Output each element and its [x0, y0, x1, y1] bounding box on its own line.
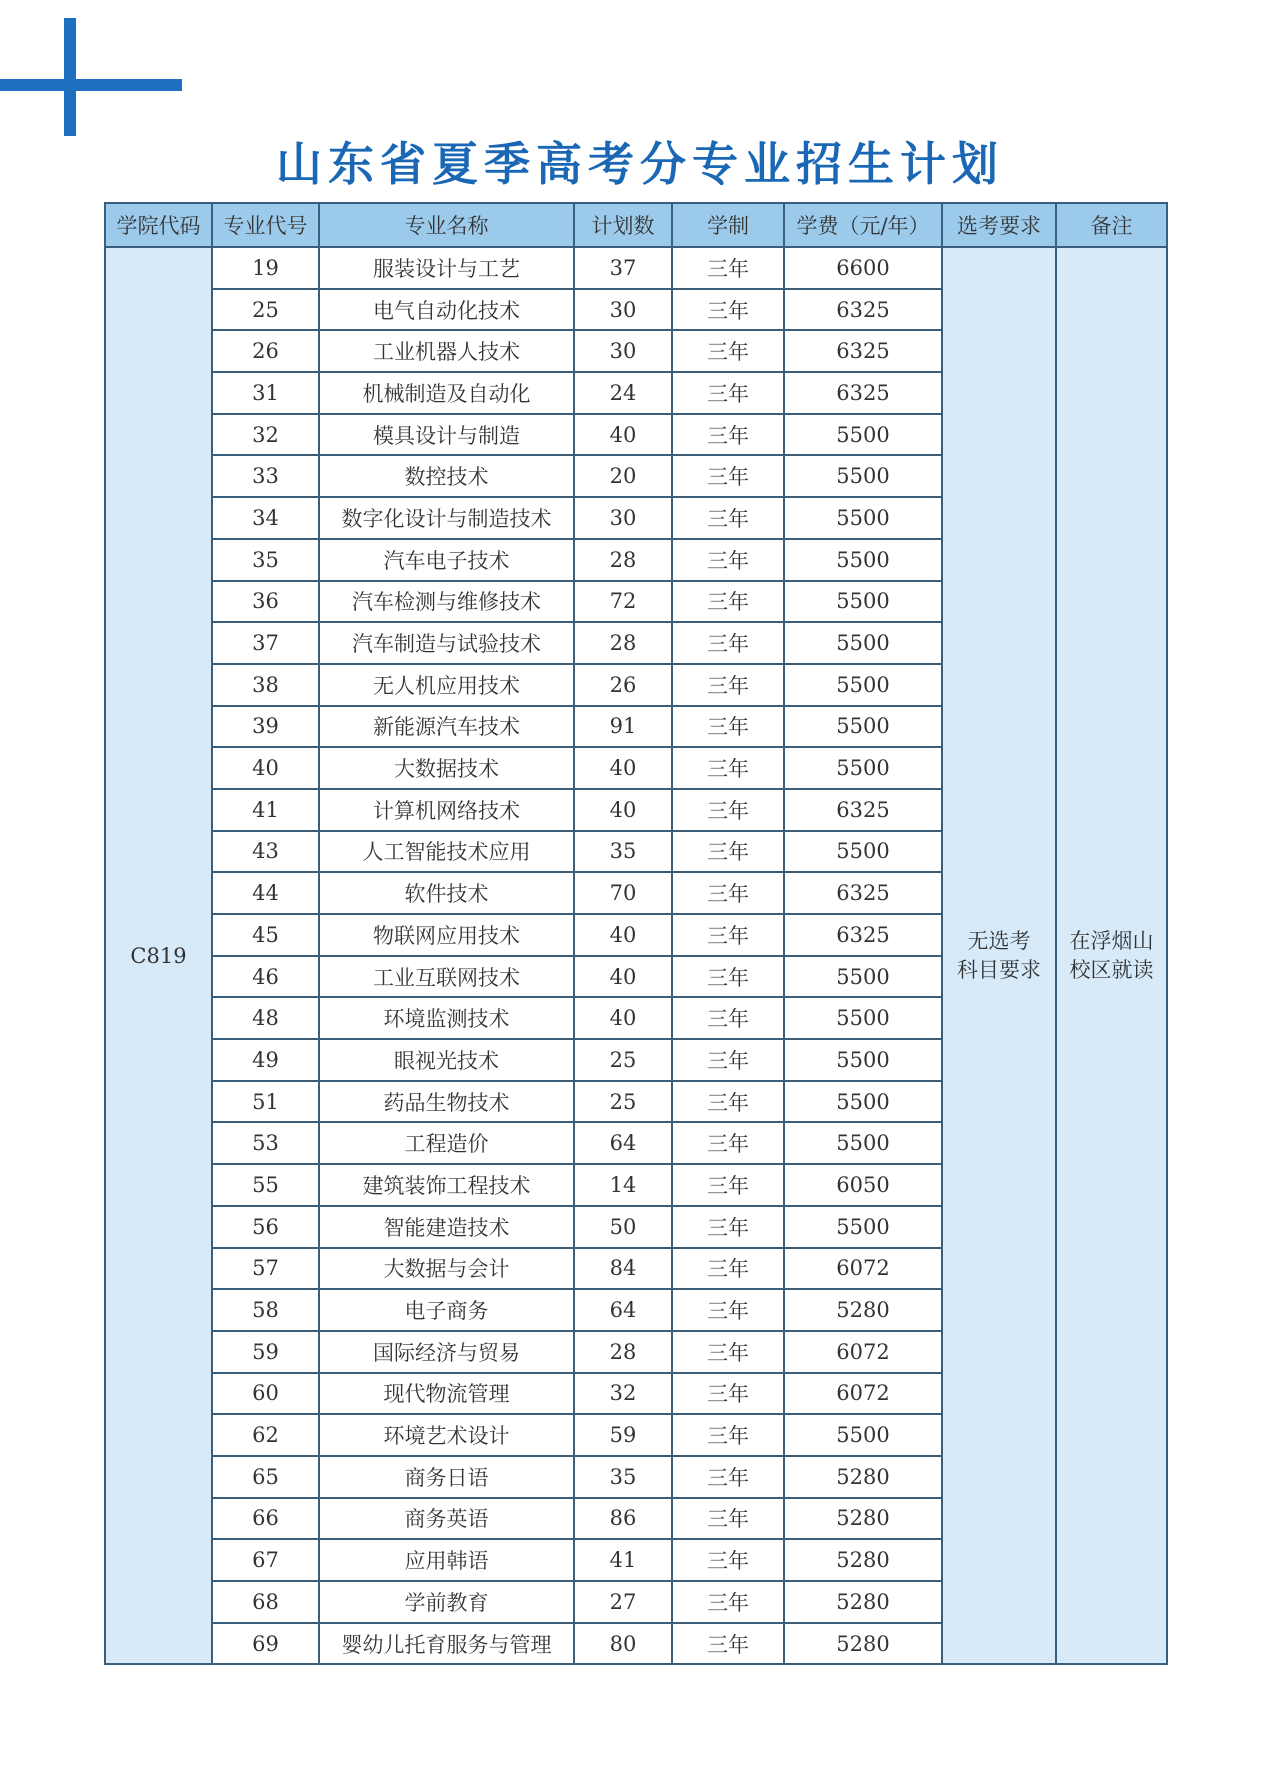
tuition-cell: 5280	[784, 1581, 942, 1623]
tuition-cell: 5500	[784, 956, 942, 998]
plan-count-cell: 30	[574, 289, 672, 331]
duration-cell: 三年	[672, 1373, 784, 1415]
tuition-cell: 5500	[784, 497, 942, 539]
plan-count-cell: 30	[574, 330, 672, 372]
header-plan-count: 计划数	[574, 203, 672, 247]
major-code-cell: 53	[212, 1122, 319, 1164]
major-name-cell: 现代物流管理	[319, 1373, 574, 1415]
tuition-cell: 5500	[784, 1081, 942, 1123]
tuition-cell: 6600	[784, 247, 942, 289]
major-code-cell: 36	[212, 581, 319, 623]
tuition-cell: 6325	[784, 372, 942, 414]
plan-count-cell: 64	[574, 1122, 672, 1164]
tuition-cell: 6072	[784, 1373, 942, 1415]
plan-count-cell: 41	[574, 1539, 672, 1581]
plan-count-cell: 28	[574, 622, 672, 664]
duration-cell: 三年	[672, 747, 784, 789]
major-name-cell: 药品生物技术	[319, 1081, 574, 1123]
duration-cell: 三年	[672, 539, 784, 581]
major-name-cell: 汽车电子技术	[319, 539, 574, 581]
tuition-cell: 6325	[784, 789, 942, 831]
major-name-cell: 大数据技术	[319, 747, 574, 789]
plan-count-cell: 28	[574, 1331, 672, 1373]
major-name-cell: 大数据与会计	[319, 1248, 574, 1290]
major-code-cell: 43	[212, 831, 319, 873]
major-code-cell: 26	[212, 330, 319, 372]
tuition-cell: 5500	[784, 455, 942, 497]
major-code-cell: 69	[212, 1623, 319, 1665]
major-name-cell: 商务日语	[319, 1456, 574, 1498]
major-name-cell: 人工智能技术应用	[319, 831, 574, 873]
tuition-cell: 5500	[784, 622, 942, 664]
plan-count-cell: 35	[574, 1456, 672, 1498]
major-name-cell: 软件技术	[319, 872, 574, 914]
major-name-cell: 数字化设计与制造技术	[319, 497, 574, 539]
plan-count-cell: 64	[574, 1289, 672, 1331]
plan-count-cell: 40	[574, 997, 672, 1039]
major-name-cell: 眼视光技术	[319, 1039, 574, 1081]
major-code-cell: 25	[212, 289, 319, 331]
tuition-cell: 6050	[784, 1164, 942, 1206]
major-code-cell: 41	[212, 789, 319, 831]
duration-cell: 三年	[672, 997, 784, 1039]
major-code-cell: 68	[212, 1581, 319, 1623]
major-code-cell: 33	[212, 455, 319, 497]
major-code-cell: 65	[212, 1456, 319, 1498]
major-name-cell: 数控技术	[319, 455, 574, 497]
header-tuition: 学费（元/年）	[784, 203, 942, 247]
tuition-cell: 6325	[784, 330, 942, 372]
tuition-cell: 6325	[784, 914, 942, 956]
major-code-cell: 62	[212, 1414, 319, 1456]
duration-cell: 三年	[672, 497, 784, 539]
duration-cell: 三年	[672, 706, 784, 748]
tuition-cell: 5500	[784, 1414, 942, 1456]
major-code-cell: 38	[212, 664, 319, 706]
major-name-cell: 机械制造及自动化	[319, 372, 574, 414]
plan-count-cell: 91	[574, 706, 672, 748]
major-code-cell: 40	[212, 747, 319, 789]
major-code-cell: 48	[212, 997, 319, 1039]
plan-count-cell: 37	[574, 247, 672, 289]
major-name-cell: 新能源汽车技术	[319, 706, 574, 748]
header-requirement: 选考要求	[942, 203, 1056, 247]
major-name-cell: 无人机应用技术	[319, 664, 574, 706]
duration-cell: 三年	[672, 1623, 784, 1665]
duration-cell: 三年	[672, 956, 784, 998]
decoration-vertical-bar	[64, 18, 76, 136]
header-major-name: 专业名称	[319, 203, 574, 247]
header-duration: 学制	[672, 203, 784, 247]
major-name-cell: 电气自动化技术	[319, 289, 574, 331]
duration-cell: 三年	[672, 1414, 784, 1456]
tuition-cell: 6072	[784, 1331, 942, 1373]
duration-cell: 三年	[672, 330, 784, 372]
major-code-cell: 58	[212, 1289, 319, 1331]
tuition-cell: 5500	[784, 1206, 942, 1248]
major-name-cell: 建筑装饰工程技术	[319, 1164, 574, 1206]
major-code-cell: 44	[212, 872, 319, 914]
tuition-cell: 5500	[784, 664, 942, 706]
major-name-cell: 学前教育	[319, 1581, 574, 1623]
plan-count-cell: 27	[574, 1581, 672, 1623]
tuition-cell: 5500	[784, 747, 942, 789]
major-code-cell: 57	[212, 1248, 319, 1290]
plan-count-cell: 25	[574, 1039, 672, 1081]
tuition-cell: 5500	[784, 414, 942, 456]
duration-cell: 三年	[672, 1498, 784, 1540]
tuition-cell: 5280	[784, 1539, 942, 1581]
duration-cell: 三年	[672, 1081, 784, 1123]
plan-count-cell: 26	[574, 664, 672, 706]
plan-count-cell: 35	[574, 831, 672, 873]
tuition-cell: 5500	[784, 539, 942, 581]
tuition-cell: 6072	[784, 1248, 942, 1290]
duration-cell: 三年	[672, 1164, 784, 1206]
plan-count-cell: 50	[574, 1206, 672, 1248]
major-code-cell: 55	[212, 1164, 319, 1206]
duration-cell: 三年	[672, 372, 784, 414]
major-code-cell: 37	[212, 622, 319, 664]
duration-cell: 三年	[672, 1289, 784, 1331]
plan-count-cell: 40	[574, 956, 672, 998]
duration-cell: 三年	[672, 414, 784, 456]
major-name-cell: 商务英语	[319, 1498, 574, 1540]
tuition-cell: 5500	[784, 1122, 942, 1164]
major-name-cell: 工程造价	[319, 1122, 574, 1164]
major-code-cell: 31	[212, 372, 319, 414]
duration-cell: 三年	[672, 872, 784, 914]
plan-count-cell: 86	[574, 1498, 672, 1540]
plan-count-cell: 25	[574, 1081, 672, 1123]
duration-cell: 三年	[672, 1122, 784, 1164]
duration-cell: 三年	[672, 914, 784, 956]
tuition-cell: 5280	[784, 1623, 942, 1665]
duration-cell: 三年	[672, 1206, 784, 1248]
major-name-cell: 应用韩语	[319, 1539, 574, 1581]
enrollment-plan-table	[104, 202, 1168, 1665]
duration-cell: 三年	[672, 831, 784, 873]
major-code-cell: 19	[212, 247, 319, 289]
major-code-cell: 35	[212, 539, 319, 581]
major-code-cell: 39	[212, 706, 319, 748]
major-code-cell: 49	[212, 1039, 319, 1081]
tuition-cell: 5280	[784, 1456, 942, 1498]
major-name-cell: 环境监测技术	[319, 997, 574, 1039]
major-code-cell: 66	[212, 1498, 319, 1540]
duration-cell: 三年	[672, 1581, 784, 1623]
plan-count-cell: 24	[574, 372, 672, 414]
plan-count-cell: 72	[574, 581, 672, 623]
major-name-cell: 模具设计与制造	[319, 414, 574, 456]
tuition-cell: 6325	[784, 289, 942, 331]
tuition-cell: 5500	[784, 1039, 942, 1081]
tuition-cell: 5500	[784, 831, 942, 873]
major-code-cell: 60	[212, 1373, 319, 1415]
major-name-cell: 国际经济与贸易	[319, 1331, 574, 1373]
major-name-cell: 服装设计与工艺	[319, 247, 574, 289]
plan-count-cell: 14	[574, 1164, 672, 1206]
note-cell: 在浮烟山 校区就读	[1056, 247, 1167, 1664]
duration-cell: 三年	[672, 622, 784, 664]
college-code-cell: C819	[105, 247, 212, 1664]
duration-cell: 三年	[672, 1039, 784, 1081]
duration-cell: 三年	[672, 1539, 784, 1581]
header-note: 备注	[1056, 203, 1167, 247]
duration-cell: 三年	[672, 1248, 784, 1290]
duration-cell: 三年	[672, 247, 784, 289]
major-code-cell: 34	[212, 497, 319, 539]
major-code-cell: 56	[212, 1206, 319, 1248]
major-code-cell: 32	[212, 414, 319, 456]
major-code-cell: 59	[212, 1331, 319, 1373]
tuition-cell: 5280	[784, 1289, 942, 1331]
decoration-horizontal-bar	[0, 79, 182, 91]
major-code-cell: 67	[212, 1539, 319, 1581]
major-code-cell: 45	[212, 914, 319, 956]
major-code-cell: 51	[212, 1081, 319, 1123]
major-name-cell: 工业机器人技术	[319, 330, 574, 372]
table-header-row	[105, 203, 1167, 247]
major-name-cell: 智能建造技术	[319, 1206, 574, 1248]
plan-count-cell: 20	[574, 455, 672, 497]
tuition-cell: 5500	[784, 706, 942, 748]
plan-count-cell: 70	[574, 872, 672, 914]
plan-count-cell: 59	[574, 1414, 672, 1456]
plan-count-cell: 32	[574, 1373, 672, 1415]
duration-cell: 三年	[672, 581, 784, 623]
duration-cell: 三年	[672, 455, 784, 497]
header-major-code: 专业代号	[212, 203, 319, 247]
major-name-cell: 工业互联网技术	[319, 956, 574, 998]
major-name-cell: 婴幼儿托育服务与管理	[319, 1623, 574, 1665]
tuition-cell: 6325	[784, 872, 942, 914]
plan-count-cell: 80	[574, 1623, 672, 1665]
plan-count-cell: 40	[574, 789, 672, 831]
plan-count-cell: 30	[574, 497, 672, 539]
major-name-cell: 物联网应用技术	[319, 914, 574, 956]
major-name-cell: 计算机网络技术	[319, 789, 574, 831]
major-name-cell: 环境艺术设计	[319, 1414, 574, 1456]
header-college-code: 学院代码	[105, 203, 212, 247]
duration-cell: 三年	[672, 664, 784, 706]
table-body	[105, 247, 1167, 1664]
major-name-cell: 汽车检测与维修技术	[319, 581, 574, 623]
plan-count-cell: 84	[574, 1248, 672, 1290]
duration-cell: 三年	[672, 789, 784, 831]
requirement-cell: 无选考 科目要求	[942, 247, 1056, 1664]
major-name-cell: 电子商务	[319, 1289, 574, 1331]
major-name-cell: 汽车制造与试验技术	[319, 622, 574, 664]
tuition-cell: 5500	[784, 997, 942, 1039]
duration-cell: 三年	[672, 289, 784, 331]
page-title: 山东省夏季高考分专业招生计划	[276, 137, 1004, 191]
plan-count-cell: 40	[574, 914, 672, 956]
plan-count-cell: 40	[574, 414, 672, 456]
tuition-cell: 5280	[784, 1498, 942, 1540]
tuition-cell: 5500	[784, 581, 942, 623]
major-code-cell: 46	[212, 956, 319, 998]
duration-cell: 三年	[672, 1456, 784, 1498]
table-row	[105, 247, 1167, 289]
plan-count-cell: 40	[574, 747, 672, 789]
duration-cell: 三年	[672, 1331, 784, 1373]
plan-count-cell: 28	[574, 539, 672, 581]
